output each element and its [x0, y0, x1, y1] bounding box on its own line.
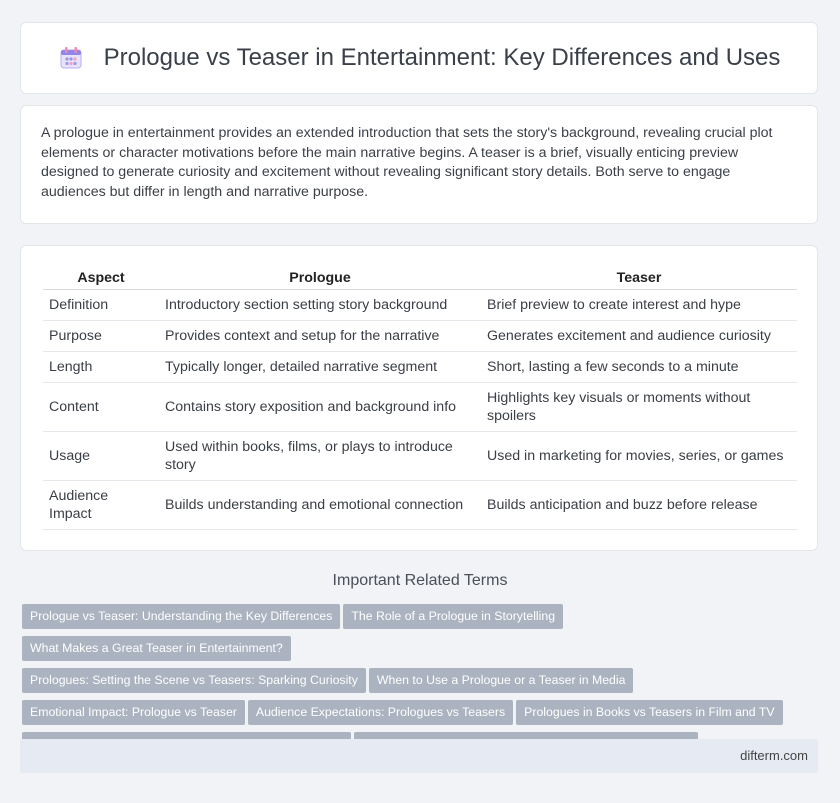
- table-cell: Usage: [43, 432, 159, 481]
- table-cell: Contains story exposition and background info: [159, 383, 481, 432]
- comparison-table: [43, 266, 797, 530]
- table-row: [43, 481, 797, 530]
- related-term-link[interactable]: Audience Expectations: Prologues vs Teasers: [248, 700, 513, 725]
- table-cell: Introductory section setting story background: [159, 290, 481, 321]
- table-cell: Brief preview to create interest and hype: [481, 290, 797, 321]
- table-cell: Builds understanding and emotional connection: [159, 481, 481, 530]
- table-row: [43, 432, 797, 481]
- table-row: [43, 290, 797, 321]
- table-cell: Generates excitement and audience curiosity: [481, 321, 797, 352]
- related-terms-title: Important Related Terms: [332, 572, 508, 589]
- page-title: Prologue vs Teaser in Entertainment: Key Differences and Uses: [103, 44, 781, 71]
- related-term-link[interactable]: Prologues in Books vs Teasers in Film and TV: [516, 700, 782, 725]
- table-cell: Content: [43, 383, 159, 432]
- table-cell: Purpose: [43, 321, 159, 352]
- table-row: [43, 352, 797, 383]
- column-header-teaser: Teaser: [481, 266, 797, 290]
- table-header-row: [43, 266, 797, 290]
- page-header: [20, 22, 818, 94]
- table-cell: Audience Impact: [43, 481, 159, 530]
- related-term-link[interactable]: What Makes a Great Teaser in Entertainment?: [22, 636, 291, 661]
- table-cell: Builds anticipation and buzz before release: [481, 481, 797, 530]
- related-term-link[interactable]: Prologue vs Teaser: Understanding the Key Differences: [22, 604, 340, 629]
- column-header-prologue: Prologue: [159, 266, 481, 290]
- table-cell: Length: [43, 352, 159, 383]
- table-cell: Provides context and setup for the narrative: [159, 321, 481, 352]
- related-term-link[interactable]: When to Use a Prologue or a Teaser in Media: [369, 668, 634, 693]
- table-cell: Definition: [43, 290, 159, 321]
- intro-text: A prologue in entertainment provides an extended introduction that sets the story's background, revealing crucial plot elements or character motivations before the main narrative begins. A teaser is a brief, visually enticing preview designed to generate curiosity and excitement without revealing significant story details. Both serve to engage audiences but differ in length and narrative purpose.: [41, 125, 773, 200]
- table-cell: Used in marketing for movies, series, or games: [481, 432, 797, 481]
- table-cell: Used within books, films, or plays to introduce story: [159, 432, 481, 481]
- table-cell: Typically longer, detailed narrative segment: [159, 352, 481, 383]
- related-term-link[interactable]: Prologues: Setting the Scene vs Teasers: Sparking Curiosity: [22, 668, 366, 693]
- table-cell: Highlights key visuals or moments without spoilers: [481, 383, 797, 432]
- table-row: [43, 383, 797, 432]
- calendar-icon: [58, 45, 84, 71]
- related-term-link[interactable]: Emotional Impact: Prologue vs Teaser: [22, 700, 245, 725]
- table-cell: Short, lasting a few seconds to a minute: [481, 352, 797, 383]
- related-term-link[interactable]: The Role of a Prologue in Storytelling: [343, 604, 563, 629]
- intro-card: [20, 105, 818, 224]
- column-header-aspect: Aspect: [43, 266, 159, 290]
- comparison-card: [20, 245, 818, 551]
- footer-site-link[interactable]: difterm.com: [740, 748, 808, 763]
- page-footer: [20, 739, 818, 773]
- table-row: [43, 321, 797, 352]
